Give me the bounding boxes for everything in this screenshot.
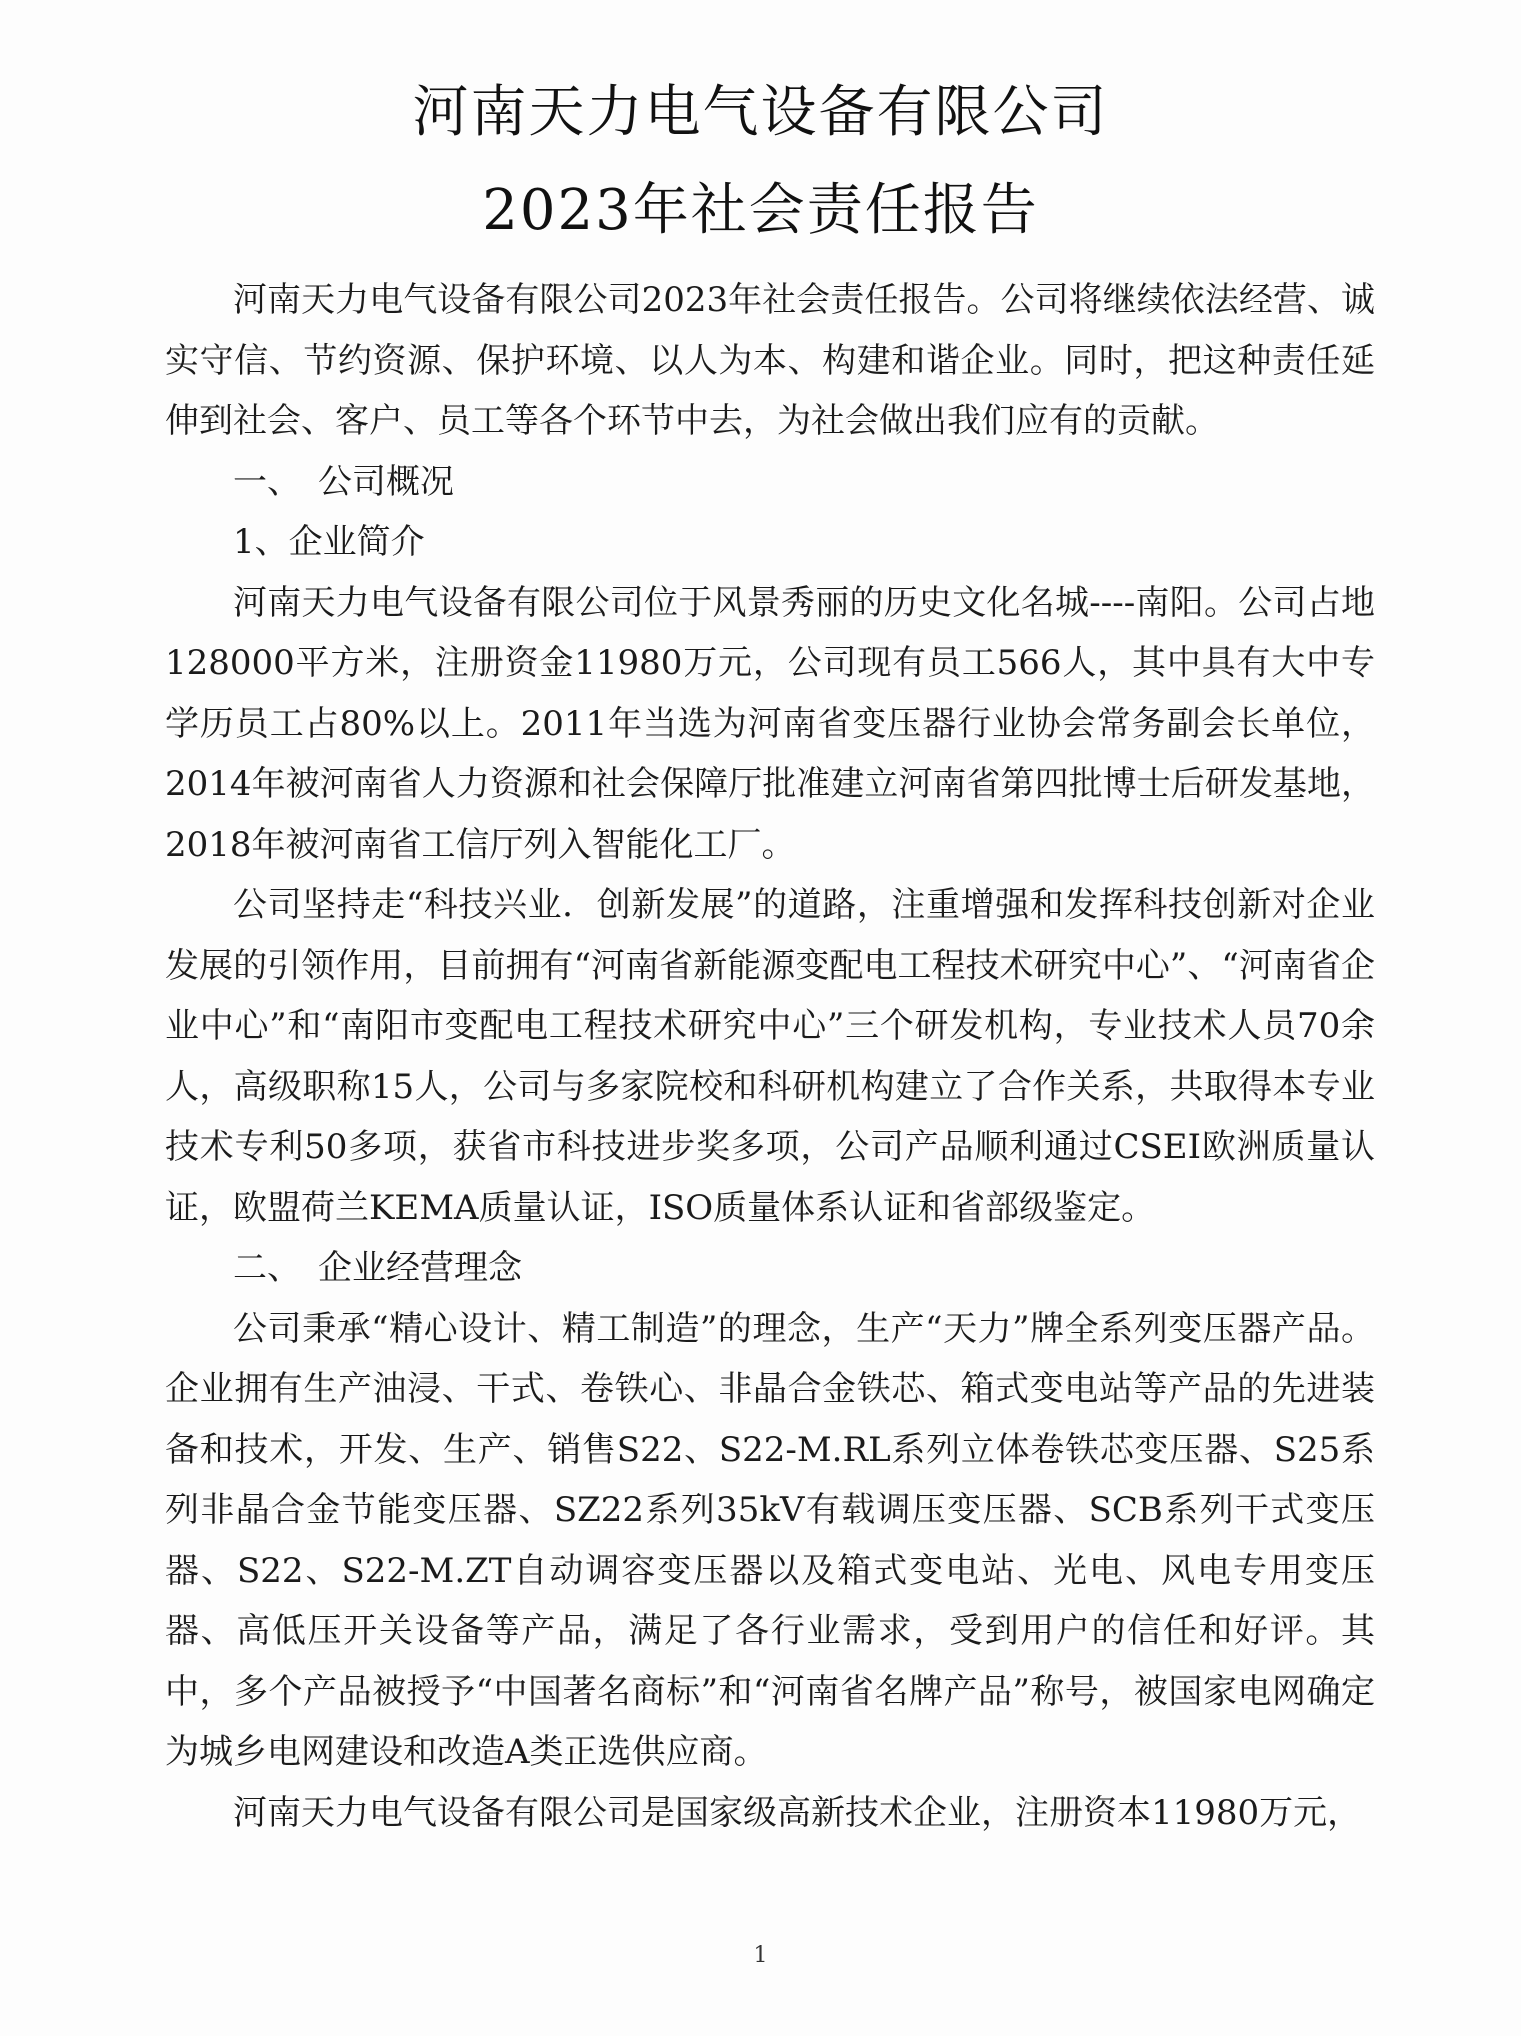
body-paragraph: 公司坚持走“科技兴业．创新发展”的道路，注重增强和发挥科技创新对企业发展的引领作用，目前拥有“河南省新能源变配电工程技术研究中心”、“河南省企业中心”和“南阳市变配电工程技术研究中心”三个研发机构，专业技术人员70余人，高级职称15人，公司与多家院校和科研机构建立了合作关系，共取得本专业技术专利50多项，获省市科技进步奖多项，公司产品顺利通过CSEI欧洲质量认证，欧盟荷兰KEMA质量认证，ISO质量体系认证和省部级鉴定。 [165,885,1375,1228]
body-paragraph: 河南天力电气设备有限公司是国家级高新技术企业，注册资本11980万元， [233,1792,1362,1833]
document-body [165,270,1375,1843]
section-heading-company-overview: 一、 公司概况 [233,461,454,502]
page-number: 1 [753,1943,768,1968]
body-paragraph: 河南天力电气设备有限公司位于风景秀丽的历史文化名城----南阳。公司占地128000平方米，注册资金11980万元，公司现有员工566人，其中具有大中专学历员工占80%以上。2011年当选为河南省变压器行业协会常务副会长单位，2014年被河南省人力资源和社会保障厅批准建立河南省第四批博士后研发基地，2018年被河南省工信厅列入智能化工厂。 [165,582,1375,865]
intro-paragraph: 河南天力电气设备有限公司2023年社会责任报告。公司将继续依法经营、诚实守信、节约资源、保护环境、以人为本、构建和谐企业。同时，把这种责任延伸到社会、客户、员工等各个环节中去，为社会做出我们应有的贡献。 [165,280,1375,441]
document-title-line-1: 河南天力电气设备有限公司 [412,80,1109,145]
subsection-heading-company-profile: 1、企业简介 [233,522,425,562]
section-heading-business-philosophy: 二、 企业经营理念 [233,1248,522,1288]
body-paragraph: 公司秉承“精心设计、精工制造”的理念，生产“天力”牌全系列变压器产品。企业拥有生产油浸、干式、卷铁心、非晶合金铁芯、箱式变电站等产品的先进装备和技术，开发、生产、销售S22、S22-M.RL系列立体卷铁芯变压器、S25系列非晶合金节能变压器、SZ22系列35kV有载调压变压器、SCB系列干式变压器、S22、S22-M.ZT自动调容变压器以及箱式变电站、光电、风电专用变压器、高低压开关设备等产品，满足了各行业需求，受到用户的信任和好评。其中，多个产品被授予“中国著名商标”和“河南省名牌产品”称号，被国家电网确定为城乡电网建设和改造A类正选供应商。 [165,1308,1375,1772]
document-title-line-2: 2023年社会责任报告 [482,178,1039,243]
